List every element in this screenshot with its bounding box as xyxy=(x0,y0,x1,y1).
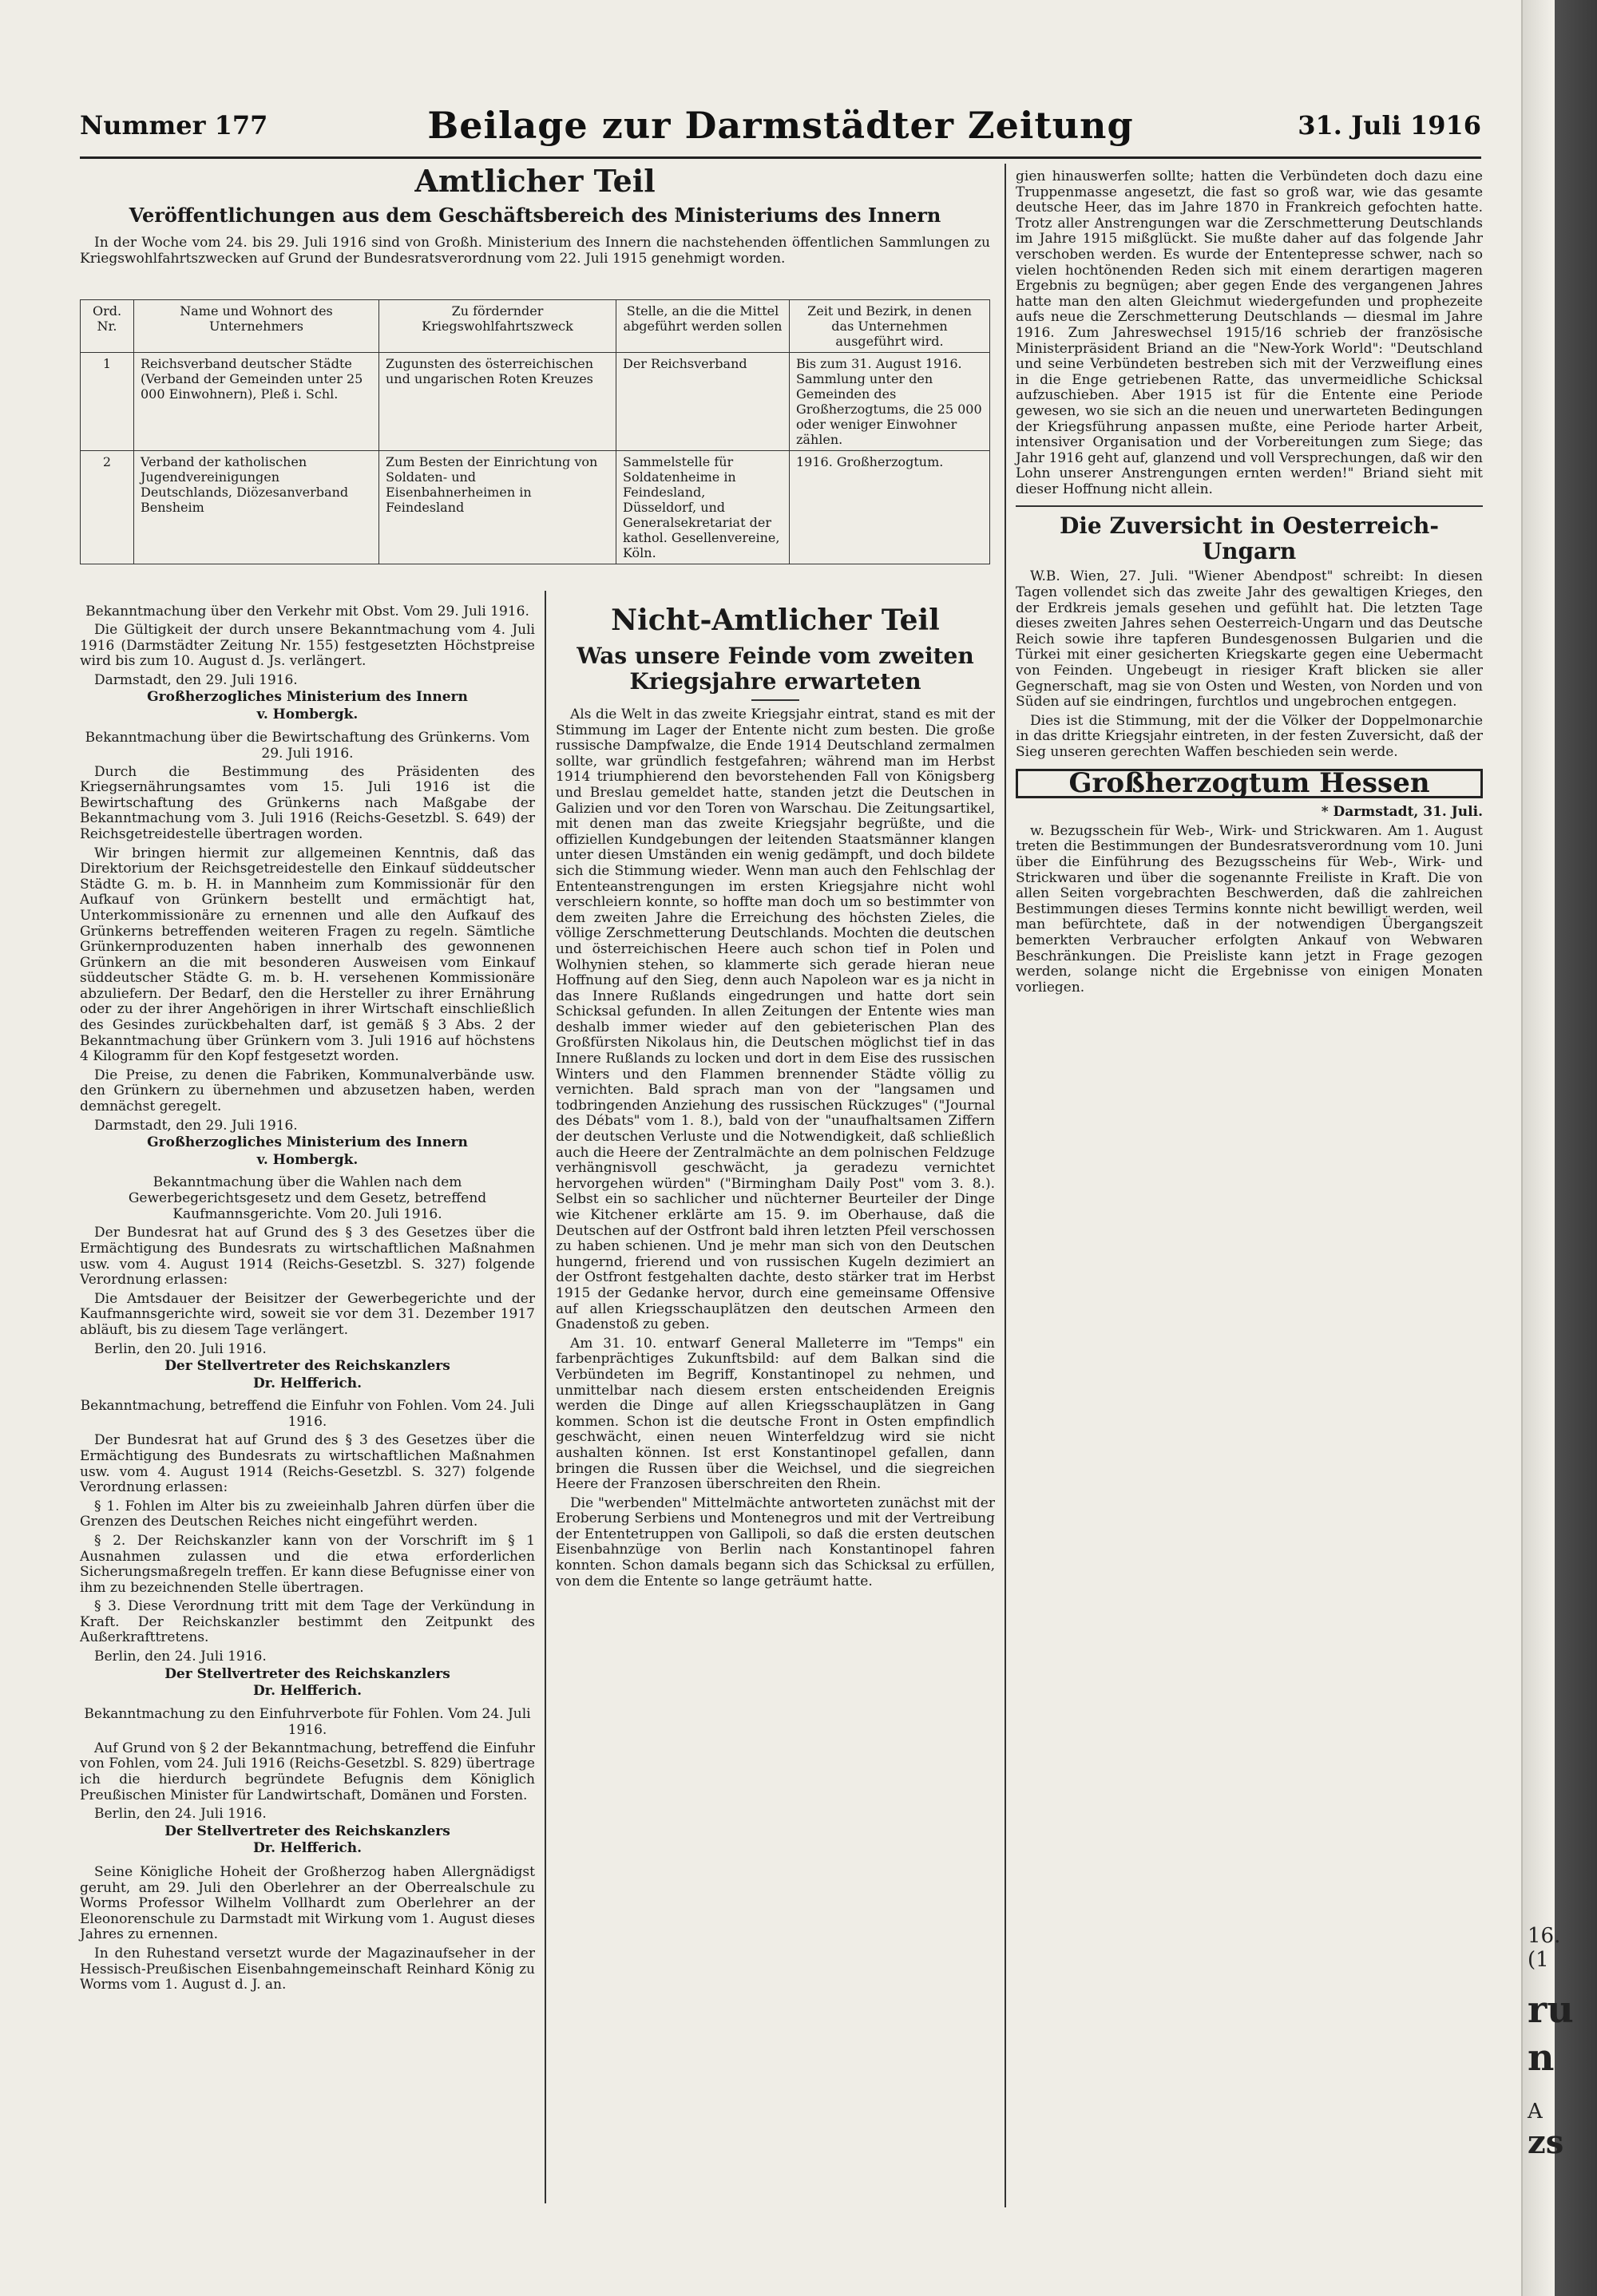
table-cell: Verband der katholischen Jugendvereinigungen Deutschlands, Diözesanverband Bensheim xyxy=(134,451,379,564)
column-header: Zeit und Bezirk, in denen das Unternehmen ausgeführt wird. xyxy=(790,300,990,353)
notice-signature: Der Stellvertreter des Reichskanzlers xyxy=(164,1358,450,1375)
issue-number: Nummer 177 xyxy=(80,110,268,141)
notice-title: Bekanntmachung über den Verkehr mit Obst. Vom 29. Juli 1916. xyxy=(85,604,529,620)
table-header-row xyxy=(81,300,990,353)
amtlicher-teil-heading: Amtlicher Teil xyxy=(414,163,656,199)
notice-paragraph: § 1. Fohlen im Alter bis zu zweieinhalb Jahren dürfen über die Grenzen des Deutschen Reiches nicht eingeführt werden. xyxy=(80,1498,535,1530)
notice-dateline: Berlin, den 20. Juli 1916. xyxy=(94,1340,267,1357)
notice-paragraph: § 3. Diese Verordnung tritt mit dem Tage der Verkündung in Kraft. Der Reichskanzler bestimmt den Zeitpunkt des Außerkrafttretens. xyxy=(80,1598,535,1646)
article2-paragraph: W.B. Wien, 27. Juli. "Wiener Abendpost" schreibt: In diesen Tagen vollendet sich das zweite Jahr des gewaltigen Krieges, den der Erdkreis jemals gesehen und gefühlt hat. Die letzten Tage dieses zweiten Jahres sehen Oesterreich-Ungarn und das Deutsche Reich sowie ihre tapferen Bundesgenossen Bulgarien und die Türkei mit einer gesicherten Kriegskarte gegen eine Uebermacht von Feinden. Ungebeugt in riesiger Kraft blicken sie aller Gegnerschaft, mag sie von Osten und Westen, von Norden und von Süden auf sie eindringen, furchtlos und ungebrochen entgegen. xyxy=(1016,568,1483,711)
notice-signature: Der Stellvertreter des Reichskanzlers xyxy=(164,1823,450,1839)
issue-date: 31. Juli 1916 xyxy=(1298,110,1481,141)
notice-signature: v. Hombergk. xyxy=(256,1151,359,1168)
edge-fragment: (1 xyxy=(1528,1948,1549,1972)
article2-paragraph: Dies ist die Stimmung, mit der die Völker der Doppelmonarchie in das dritte Kriegsjahr eintreten, in der festen Zuversicht, daß der Sieg unseren gerechten Waffen beschieden sein werde. xyxy=(1016,712,1483,760)
edge-fragment: zs xyxy=(1528,2124,1564,2161)
notice-einfuhrverbote xyxy=(80,1706,535,1857)
hessen-dateline: * Darmstadt, 31. Juli. xyxy=(1321,804,1483,821)
table-cell: Sammelstelle für Soldatenheime in Feindesland, Düsseldorf, und Generalsekretariat der kathol. Gesellenvereine, Köln. xyxy=(616,451,790,564)
collections-table xyxy=(80,299,990,564)
notice-title: Bekanntmachung zu den Einfuhrverbote für Fohlen. Vom 24. Juli 1916. xyxy=(84,1705,531,1738)
nicht-amtlicher-teil-heading: Nicht-Amtlicher Teil xyxy=(611,604,940,637)
notice-signature: Der Stellvertreter des Reichskanzlers xyxy=(164,1665,450,1682)
notice-paragraph: Die Amtsdauer der Beisitzer der Gewerbegerichte und der Kaufmannsgerichte wird, soweit sie vor dem 31. Dezember 1917 abläuft, bis zu diesem Tage verlängert. xyxy=(80,1290,535,1338)
notice-wahlen xyxy=(80,1174,535,1391)
hessen-section-heading: Großherzogtum Hessen xyxy=(1016,769,1483,799)
notice-dateline: Berlin, den 24. Juli 1916. xyxy=(94,1806,267,1823)
table-cell: Reichsverband deutscher Städte (Verband der Gemeinden unter 25 000 Einwohnern), Pleß i. Schl. xyxy=(134,353,379,451)
notice-paragraph: § 2. Der Reichskanzler kann von der Vorschrift im § 1 Ausnahmen zulassen und die etwa erforderlichen Sicherungsmaßregeln treffen. Er kann diese Befugnisse einer von ihm zu bezeichnenden Stelle übertragen. xyxy=(80,1532,535,1596)
table-row xyxy=(81,451,990,564)
notice-gruenkern xyxy=(80,730,535,1169)
notices-column xyxy=(80,597,535,2202)
table-cell: 1916. Großherzogtum. xyxy=(790,451,990,564)
table-cell: Zugunsten des österreichischen und ungarischen Roten Kreuzes xyxy=(379,353,616,451)
notice-title: Bekanntmachung, betreffend die Einfuhr von Fohlen. Vom 24. Juli 1916. xyxy=(80,1398,535,1431)
notice-paragraph: Der Bundesrat hat auf Grund des § 3 des Gesetzes über die Ermächtigung des Bundesrats zu wirtschaftlichen Maßnahmen usw. vom 4. August 1914 (Reichs-Gesetzbl. S. 327) folgende Verordnung erlassen: xyxy=(80,1432,535,1496)
edge-fragment: A xyxy=(1528,2100,1543,2124)
article-paragraph: Am 31. 10. entwarf General Malleterre im "Temps" ein farbenprächtiges Zukunftsbild: auf dem Balkan sind die Verbündeten im Begriff, Konstantinopel zu nehmen, und unmittelbar nach diesem ersten entscheidenden Ereignis werden die Dinge auf allen Kriegsschauplätzen in Gang kommen. Schon ist die deutsche Front in Osten empfindlich geschwächt, einen neuen Winterfeldzug wird sie nicht aushalten können. Ist erst Konstantinopel gefallen, dann bringen die Russen über die Weichsel, und die siegreichen Heere der Franzosen überschreiten den Rhein. xyxy=(556,1335,995,1493)
notice-signature: Großherzogliches Ministerium des Innern xyxy=(147,1134,468,1151)
article-continuation: gien hinauswerfen sollte; hatten die Verbündeten doch dazu eine Truppenmasse angesetzt, die fast so groß war, wie das gesamte deutsche Heer, das im Jahre 1870 in Frankreich gefochten hatte. Trotz aller Anstrengungen war die Zerschmetterung Deutschlands im Jahre 1915 mißglückt. Sie mußte daher auf das folgende Jahr verschoben werden. Es wurde der Ententepresse schwer, nach so vielen hochtönenden Reden sich mit einem derartigen mageren Ergebnis zu begnügen; aber gegen Ende des vergangenen Jahres hatte man den alten Gleichmut wiedergefunden und prophezeite aufs neue die Zerschmetterung Deutschlands — diesmal im Jahre 1916. Zum Jahreswechsel 1915/16 schrieb der französische Ministerpräsident Briand an die "New-York World": "Deutschland und seine Verbündeten bestreben sich mit der Verzweiflung eines in die Enge getriebenen Ratte, das unvermeidliche Schicksal aufzuschieben. Aber 1915 ist für die Entente eine Periode gewesen, wo sie sich an die neuen und unerwarteten Bedingungen der Kriegsführung anpassen mußte, eine Periode harter Arbeit, intensiver Organisation und der Vorbereitungen zum Siege; das Jahr 1916 geht auf, glanzend und voll Versprechungen, daß wir den Lohn unserer Anstrengungen ernten werden!" Briand sieht mit dieser Hoffnung nicht allein. xyxy=(1016,168,1483,497)
column-divider xyxy=(1005,164,1006,2207)
masthead-rule xyxy=(80,156,1481,159)
notice-signature: v. Hombergk. xyxy=(256,706,359,722)
notice-signature: Dr. Helfferich. xyxy=(252,1840,363,1857)
section-rule xyxy=(1016,505,1483,507)
title-rule xyxy=(751,699,799,701)
notice-dateline: Darmstadt, den 29. Juli 1916. xyxy=(94,1117,298,1134)
notice-signature: Dr. Helfferich. xyxy=(252,1375,363,1391)
column-header: Ord. Nr. xyxy=(81,300,134,353)
notice-title: Bekanntmachung über die Wahlen nach dem Gewerbegerichtsgesetz und dem Gesetz, betreffend Kaufmannsgerichte. Vom 20. Juli 1916. xyxy=(128,1174,487,1223)
adjacent-page-edge xyxy=(1521,0,1574,2296)
hessen-paragraph: w. Bezugsschein für Web-, Wirk- und Strickwaren. Am 1. August treten die Bestimmungen der Bundesratsverordnung vom 10. Juni über die Einführung des Bezugsscheins für Web-, Wirk- und Strickwaren und über die sogenannte Freiliste in Kraft. Die von allen Seiten vorgebrachten Beschwerden, daß die zahlreichen Bestimmungen dieses Termins konnte nicht bewilligt werden, weil man befürchtete, daß in der notwendigen Übergangszeit bemerkten Verbraucher erfolgten Ankauf von Webwaren Beschränkungen. Die Preisliste kann jetzt in Frage gezogen werden, solange nicht die Ergebnisse von einigen Monaten vorliegen. xyxy=(1016,822,1483,996)
column-divider xyxy=(545,591,546,2203)
article-paragraph: Als die Welt in das zweite Kriegsjahr eintrat, stand es mit der Stimmung im Lager der Entente nicht zum besten. Die große russische Dampfwalze, die Ende 1914 Deutschland zermalmen sollte, war gründlich festgefahren; während man im Herbst 1914 triumphierend den bevorstehenden Fall von Königsberg und Breslau gemeldet hatte, standen jetzt die Deutschen in Galizien und vor den Toren von Warschau. Die Zeitungsartikel, mit denen man das zweite Kriegsjahr begrüßte, und die offiziellen Kundgebungen der leitenden Staatsmänner klangen unter diesen Umständen ein wenig gedämpft, und doch bildete sich die Stimmung wieder. Wenn man auch den Fehlschlag der Ententeanstrengungen im ersten Kriegsjahre nicht wohl verschleiern konnte, so hoffte man doch um so bestimmter von dem zweiten Jahre die Erreichung des höchsten Zieles, die völlige Zerschmetterung Deutschlands. Mochten die deutschen und österreichischen Heere auch schon tief in Polen und Wolhynien stehen, so klammerte sich gerade hieran neue Hoffnung auf den Sieg, denn auch Napoleon war es ja nicht in das Innere Rußlands eingedrungen und hatte dort sein Schicksal gefunden. In allen Zeitungen der Entente wies man deshalb immer wieder auf den gebieterischen Plan des Großfürsten Nikolaus hin, die Deutschen möglichst tief in das Innere Rußlands zu locken und dort in dem Eise des russischen Winters und den Flammen brennender Städte völlig zu vernichten. Bald sprach man von der "langsamen und todbringenden Anziehung des russischen Rückzuges" ("Journal des Débats" vom 1. 8.), bald von der "unaufhaltsamen Ziffern der deutschen Verluste und die Notwendigkeit, daß schließlich auch die Heere der Zentralmächte an dem polnischen Feldzuge verhängnisvoll geschwächt, ja geradezu vernichtet hervorgehen würden" ("Birmingham Daily Post" vom 3. 8.). Selbst ein so sachlicher und nüchterner Beurteiler der Dinge wie Kitchener erklärte am 15. 9. im Oberhause, daß die Deutschen auf der Ostfront bald ihren letzten Pfeil verschossen zu haben schienen. Und je mehr man sich von den Deutschen hungernd, frierend und von russischen Kugeln dezimiert an der Ostfront festgehalten dachte, desto stärker trat im Herbst 1915 der Gedanke hervor, durch eine gemeinsame Offensive auf allen Kriegsschauplätzen den deutschen Armeen den Gnadenstoß zu geben. xyxy=(556,707,995,1333)
personnel-notice: In den Ruhestand versetzt wurde der Magazinaufseher in der Hessisch-Preußischen Eisenbahngemeinschaft Reinhard König zu Worms vom 1. August d. J. an. xyxy=(80,1945,535,1993)
notice-signature: Großherzogliches Ministerium des Innern xyxy=(147,689,468,706)
column-header: Stelle, an die die Mittel abgeführt werden sollen xyxy=(616,300,790,353)
masthead xyxy=(80,104,1481,152)
right-column xyxy=(1016,169,1483,2202)
personnel-notice: Seine Königliche Hoheit der Großherzog haben Allergnädigst geruht, am 29. Juli den Oberlehrer an der Oberrealschule zu Worms Professor Wilhelm Vollhardt zum Oberlehrer an der Eleonorenschule zu Darmstadt mit Wirkung vom 1. August dieses Jahres zu ernennen. xyxy=(80,1864,535,1943)
edge-fragment: 16. xyxy=(1528,1924,1561,1948)
notice-fohlen xyxy=(80,1398,535,1700)
notice-title: Bekanntmachung über die Bewirtschaftung des Grünkerns. Vom 29. Juli 1916. xyxy=(85,729,530,762)
table-cell: Der Reichsverband xyxy=(616,353,790,451)
amtlicher-teil-section xyxy=(80,164,990,270)
article2-title: Die Zuversicht in Oesterreich-Ungarn xyxy=(1059,513,1440,565)
table-intro: In der Woche vom 24. bis 29. Juli 1916 sind von Großh. Ministerium des Innern die nachstehenden öffentlichen Sammlungen zu Kriegswohlfahrtszwecken auf Grund der Bundesratsverordnung vom 22. Juli 1915 genehmigt worden. xyxy=(80,235,990,267)
table-cell: 1 xyxy=(81,353,134,451)
notice-obst xyxy=(80,604,535,723)
notice-paragraph: Der Bundesrat hat auf Grund des § 3 des Gesetzes über die Ermächtigung des Bundesrats zu wirtschaftlichen Maßnahmen usw. vom 4. August 1914 (Reichs-Gesetzbl. S. 327) folgende Verordnung erlassen: xyxy=(80,1225,535,1289)
notice-paragraph: Die Gültigkeit der durch unsere Bekanntmachung vom 4. Juli 1916 (Darmstädter Zeitung Nr. 155) festgesetzten Höchstpreise wird bis zum 10. August d. Js. verlängert. xyxy=(80,622,535,670)
notice-dateline: Darmstadt, den 29. Juli 1916. xyxy=(94,671,298,688)
edge-fragment: ru xyxy=(1528,1988,1574,2031)
edge-fragment: n xyxy=(1528,2036,1555,2079)
notice-dateline: Berlin, den 24. Juli 1916. xyxy=(94,1649,267,1665)
column-header: Zu fördernder Kriegswohlfahrtszweck xyxy=(379,300,616,353)
notice-paragraph: Auf Grund von § 2 der Bekanntmachung, betreffend die Einfuhr von Fohlen, vom 24. Juli 1916 (Reichs-Gesetzbl. S. 829) übertrage ich die hierdurch begründete Befugnis dem Königlich Preußischen Minister für Landwirtschaft, Domänen und Forsten. xyxy=(80,1740,535,1803)
notice-paragraph: Die Preise, zu denen die Fabriken, Kommunalverbände usw. den Grünkern zu übernehmen und abzusetzen haben, werden demnächst geregelt. xyxy=(80,1067,535,1115)
notice-paragraph: Wir bringen hiermit zur allgemeinen Kenntnis, daß das Direktorium der Reichsgetreidestelle den Einkauf süddeutscher Städte G. m. b. H. in Mannheim zum Kommissionär für den Aufkauf von Grünkern bestellt und ermächtigt hat, Unterkommissionäre zu ernennen und alle den Aufkauf des Grünkerns betreffenden weiteren Fragen zu regeln. Sämtliche Grünkernproduzenten haben innerhalb des gewonnenen Grünkern an die mit besonderen Ausweisen vom Einkauf süddeutscher Städte G. m. b. H. versehenen Kommissionäre abzuliefern. Der Bedarf, den die Hersteller zu ihrer Ernährung oder zu der ihrer Angehörigen in ihrer Wirtschaft einschließlich des Gesindes zurückbehalten darf, ist gemäß § 3 Abs. 2 der Bekanntmachung über Grünkern vom 3. Juli 1916 auf höchstens 4 Kilogramm für den Kopf festgesetzt worden. xyxy=(80,845,535,1065)
column-header: Name und Wohnort des Unternehmers xyxy=(134,300,379,353)
article-paragraph: Die "werbenden" Mittelmächte antworteten zunächst mit der Eroberung Serbiens und Montenegros und mit der Vertreibung der Ententetruppen von Gallipoli, so daß die ersten deutschen Eisenbahnzüge von Berlin nach Konstantinopel fahren konnten. Schon damals begann sich das Schicksal zu erfüllen, von dem die Entente so lange geträumt hatte. xyxy=(556,1494,995,1589)
article-title: Was unsere Feinde vom zweiten Kriegsjahre erwarteten xyxy=(577,643,974,695)
table-cell: 2 xyxy=(81,451,134,564)
article-column xyxy=(556,597,995,2202)
table-cell: Zum Besten der Einrichtung von Soldaten- und Eisenbahnerheimen in Feindesland xyxy=(379,451,616,564)
ministry-subheading: Veröffentlichungen aus dem Geschäftsbereich des Ministeriums des Innern xyxy=(129,204,941,227)
notice-signature: Dr. Helfferich. xyxy=(252,1683,363,1700)
newspaper-title: Beilage zur Darmstädter Zeitung xyxy=(427,104,1134,147)
table-cell: Bis zum 31. August 1916. Sammlung unter den Gemeinden des Großherzogtums, die 25 000 oder weniger Einwohner zählen. xyxy=(790,353,990,451)
notice-paragraph: Durch die Bestimmung des Präsidenten des Kriegsernährungsamtes vom 15. Juli 1916 ist die Bewirtschaftung des Grünkerns nach Maßgabe der Bekanntmachung vom 3. Juli 1916 (Reichs-Gesetzbl. S. 649) der Reichsgetreidestelle übertragen worden. xyxy=(80,763,535,842)
table-row xyxy=(81,353,990,451)
